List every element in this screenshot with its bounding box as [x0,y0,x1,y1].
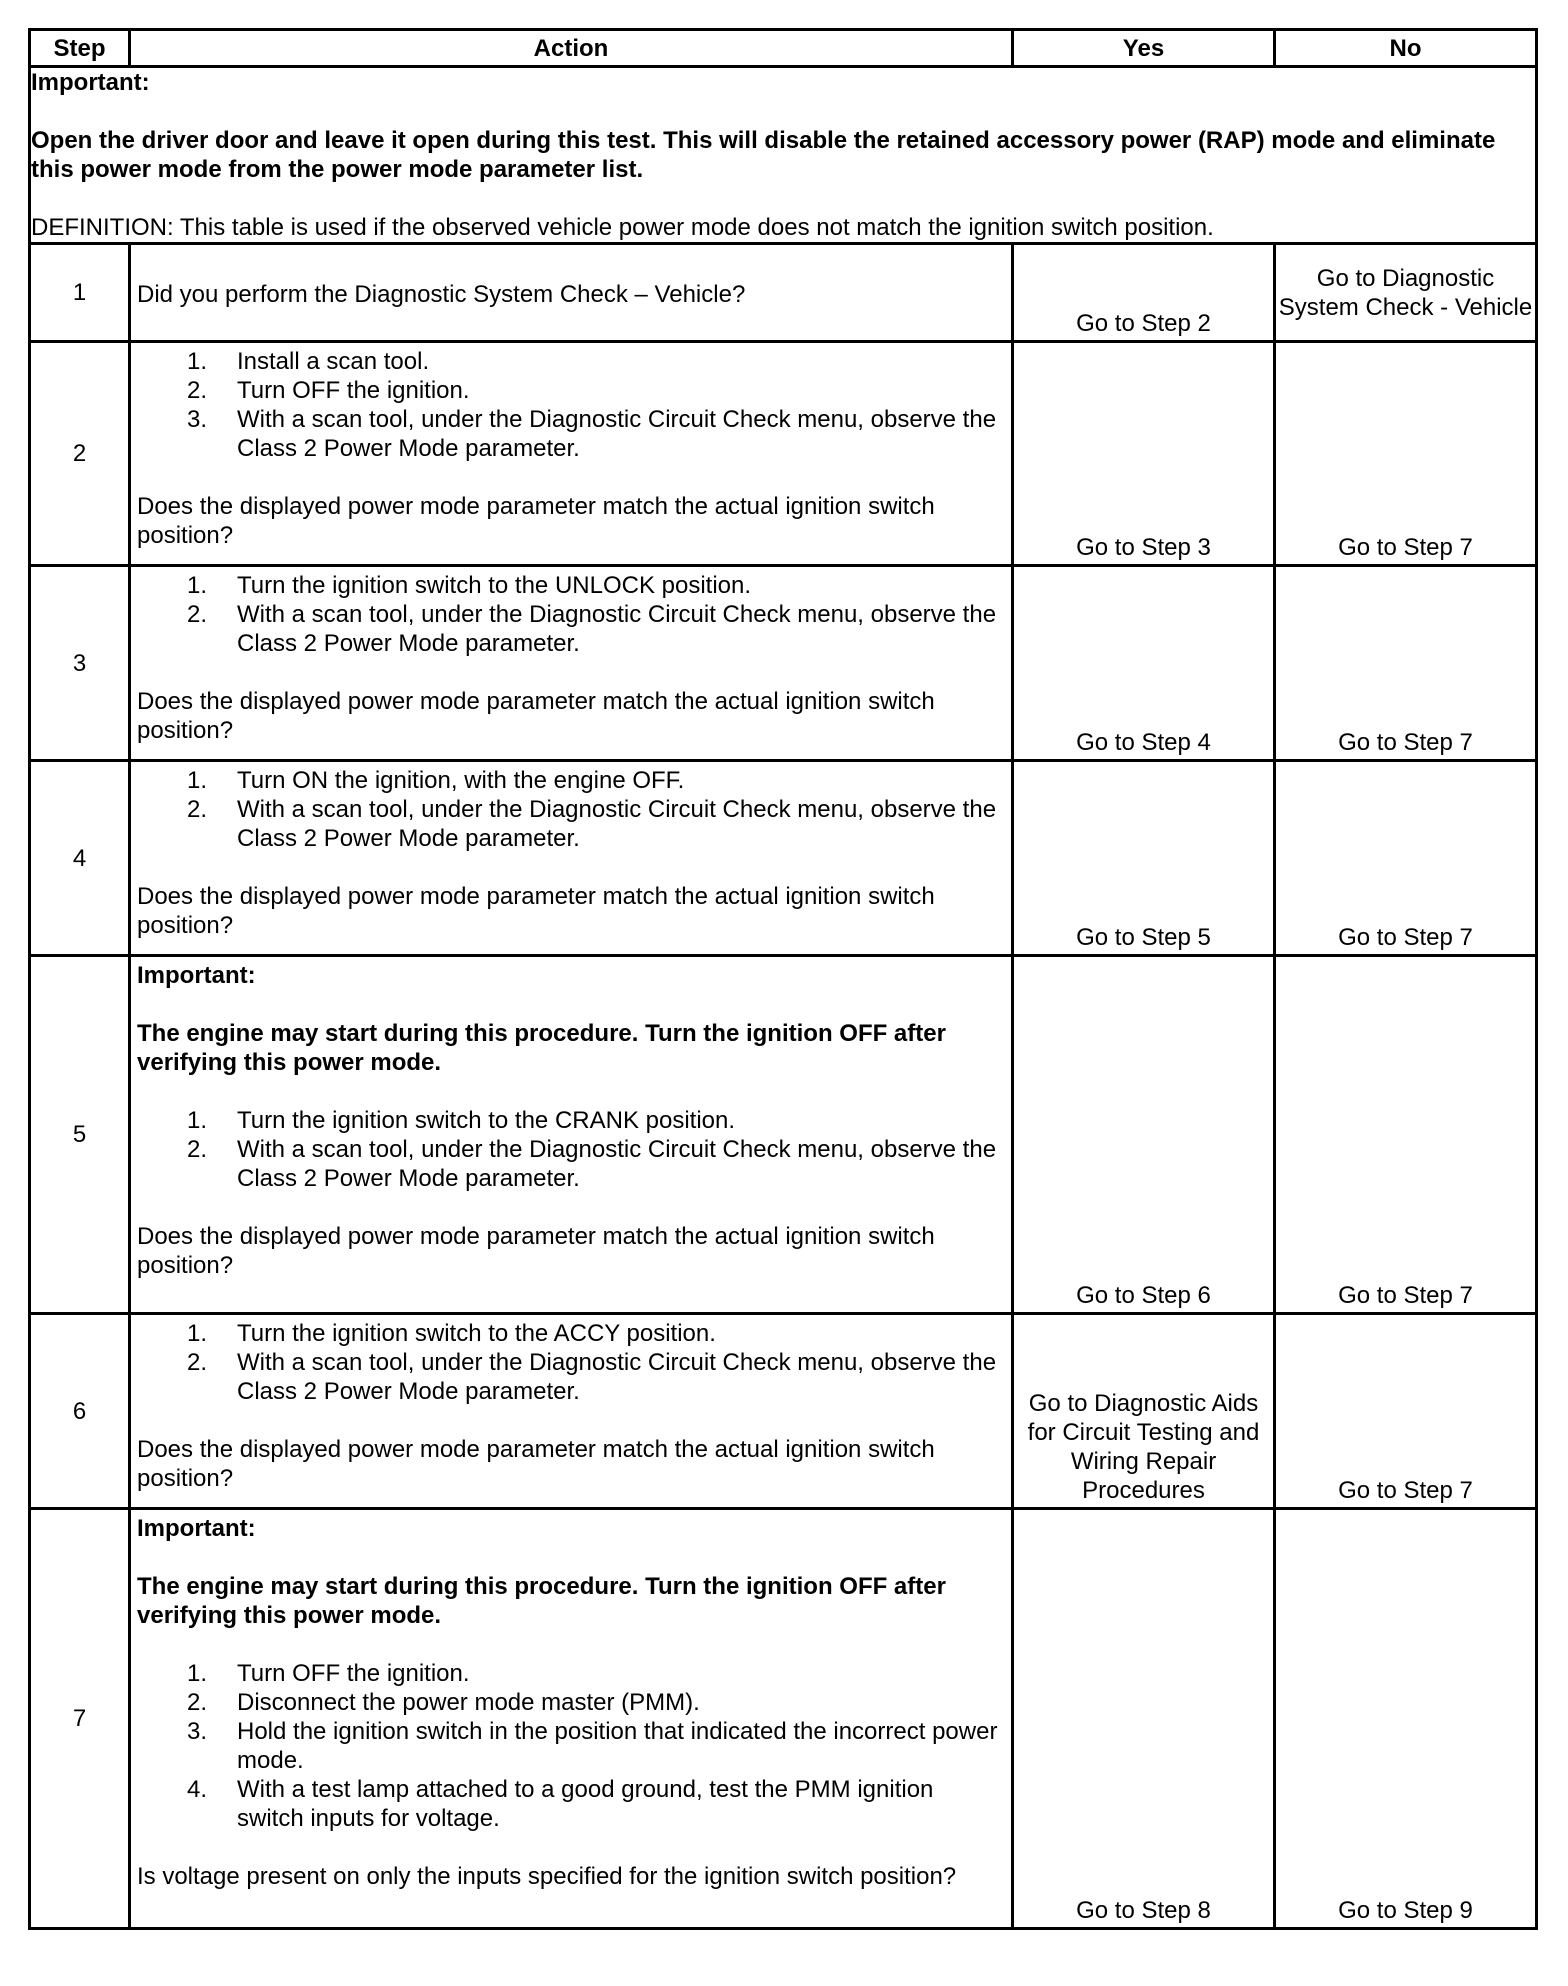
step-number: 4 [30,761,130,956]
no-cell: Go to Step 7 [1275,566,1537,761]
header-yes: Yes [1013,30,1275,67]
diagnostic-table [28,28,1538,1930]
important-text: The engine may start during this procedure. Turn the ignition OFF after verifying this power mode. [137,1573,946,1629]
action-cell [130,342,1013,566]
question: Does the displayed power mode parameter match the actual ignition switch position? [137,1223,935,1279]
no-cell: Go to Step 7 [1275,342,1537,566]
table-row [30,1314,1537,1509]
action-cell [130,761,1013,956]
list-item: 1. Install a scan tool. [187,348,430,375]
list-item: 2. With a scan tool, under the Diagnostic Circuit Check menu, observe the Class 2 Power Mode parameter. [187,1349,997,1405]
list-item: 3. Hold the ignition switch in the position that indicated the incorrect power mode. [187,1718,998,1774]
header-step: Step [30,30,130,67]
yes-cell: Go to Step 6 [1013,956,1275,1314]
procedure-list [137,766,1005,853]
intro-row [30,67,1537,244]
list-item: 2. With a scan tool, under the Diagnostic Circuit Check menu, observe the Class 2 Power Mode parameter. [187,796,997,852]
list-item: 1. Turn the ignition switch to the ACCY position. [187,1320,716,1347]
step-number: 3 [30,566,130,761]
action-cell [130,1509,1013,1929]
question: Does the displayed power mode parameter match the actual ignition switch position? [137,1436,935,1492]
step-number: 1 [30,244,130,342]
procedure-list [137,571,1005,658]
table-row [30,1509,1537,1929]
procedure-list [137,1319,1005,1406]
question: Is voltage present on only the inputs specified for the ignition switch position? [137,1863,957,1890]
no-cell: Go to Step 7 [1275,761,1537,956]
step-number: 2 [30,342,130,566]
no-cell: Go to Step 7 [1275,956,1537,1314]
table-row [30,566,1537,761]
procedure-list [137,1106,1005,1193]
list-item: 1. Turn the ignition switch to the CRANK position. [187,1107,736,1134]
list-item: 2. With a scan tool, under the Diagnostic Circuit Check menu, observe the Class 2 Power Mode parameter. [187,601,997,657]
yes-cell: Go to Step 2 [1013,244,1275,342]
no-cell: Go to Step 7 [1275,1314,1537,1509]
list-item: 2. With a scan tool, under the Diagnostic Circuit Check menu, observe the Class 2 Power Mode parameter. [187,1136,997,1192]
procedure-list [137,1659,1005,1833]
procedure-list [137,347,1005,463]
list-item: 1. Turn the ignition switch to the UNLOCK position. [187,572,752,599]
table-row [30,956,1537,1314]
important-label: Important: [137,962,256,989]
list-item: 2. Disconnect the power mode master (PMM). [187,1689,700,1716]
list-item: 3. With a scan tool, under the Diagnostic Circuit Check menu, observe the Class 2 Power Mode parameter. [187,406,997,462]
table-row [30,244,1537,342]
yes-cell: Go to Step 8 [1013,1509,1275,1929]
list-item: 4. With a test lamp attached to a good ground, test the PMM ignition switch inputs for voltage. [187,1776,934,1832]
list-item: 2. Turn OFF the ignition. [187,377,470,404]
intro-important-label: Important: [31,69,150,96]
intro-cell [30,67,1537,244]
yes-cell: Go to Step 4 [1013,566,1275,761]
step-number: 6 [30,1314,130,1509]
action-cell [130,244,1013,342]
header-no: No [1275,30,1537,67]
header-action: Action [130,30,1013,67]
action-cell [130,1314,1013,1509]
intro-definition: DEFINITION: This table is used if the observed vehicle power mode does not match the ignition switch position. [31,214,1214,241]
intro-important-text: Open the driver door and leave it open during this test. This will disable the retained accessory power (RAP) mode and eliminate this power mode from the power mode parameter list. [31,127,1496,183]
step-number: 5 [30,956,130,1314]
action-cell [130,566,1013,761]
table-header-row [30,30,1537,67]
table-row [30,342,1537,566]
step-number: 7 [30,1509,130,1929]
action-cell [130,956,1013,1314]
no-cell: Go to Step 9 [1275,1509,1537,1929]
list-item: 1. Turn ON the ignition, with the engine OFF. [187,767,685,794]
yes-cell: Go to Diagnostic Aids for Circuit Testing and Wiring Repair Procedures [1013,1314,1275,1509]
yes-cell: Go to Step 3 [1013,342,1275,566]
table-row [30,761,1537,956]
question: Does the displayed power mode parameter match the actual ignition switch position? [137,688,935,744]
yes-cell: Go to Step 5 [1013,761,1275,956]
question: Does the displayed power mode parameter match the actual ignition switch position? [137,493,935,549]
important-label: Important: [137,1515,256,1542]
important-text: The engine may start during this procedure. Turn the ignition OFF after verifying this power mode. [137,1020,946,1076]
question: Did you perform the Diagnostic System Check – Vehicle? [137,281,746,308]
no-cell: Go to Diagnostic System Check - Vehicle [1275,244,1537,342]
list-item: 1. Turn OFF the ignition. [187,1660,470,1687]
question: Does the displayed power mode parameter match the actual ignition switch position? [137,883,935,939]
